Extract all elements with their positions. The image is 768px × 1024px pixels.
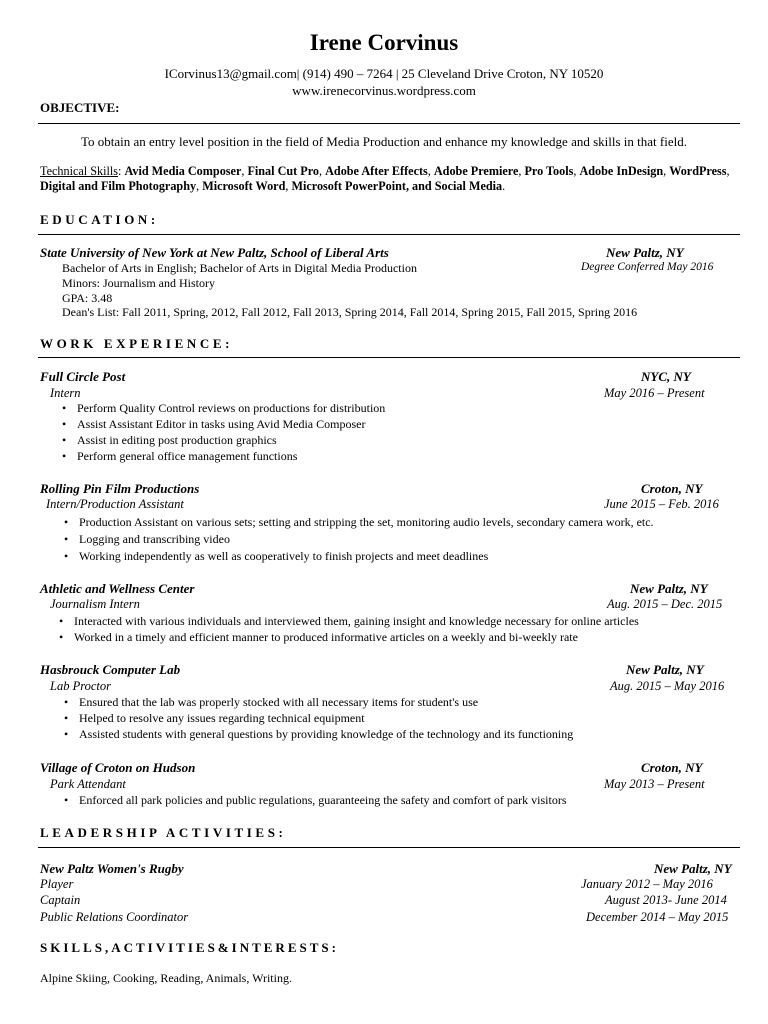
school-location: New Paltz, NY <box>606 245 684 260</box>
leadership-dates: August 2013- June 2014 <box>605 893 727 907</box>
minors-text: Minors: Journalism and History <box>62 276 215 290</box>
job-dates: May 2013 – Present <box>604 777 705 791</box>
job-dates: Aug. 2015 – May 2016 <box>610 679 725 693</box>
leadership-heading: LEADERSHIP ACTIVITIES: <box>40 825 287 840</box>
job-bullet: • Assist in editing post production graphics <box>77 433 277 448</box>
job-bullet: • Helped to resolve any issues regarding technical equipment <box>79 711 365 726</box>
job-dates: May 2016 – Present <box>604 386 705 400</box>
work-divider <box>38 357 740 358</box>
skill-item: WordPress <box>669 164 727 178</box>
job-location: NYC, NY <box>641 369 691 384</box>
job-location: New Paltz, NY <box>630 581 708 596</box>
leadership-role: Captain <box>40 893 81 907</box>
job-role: Journalism Intern <box>50 597 140 611</box>
leadership-role: Public Relations Coordinator <box>40 910 189 924</box>
work-heading: WORK EXPERIENCE: <box>40 336 234 351</box>
skills-text: Alpine Skiing, Cooking, Reading, Animals, Writing. <box>40 971 292 985</box>
job-bullet: • Perform Quality Control reviews on productions for distribution <box>77 401 385 416</box>
job-org: Full Circle Post <box>40 369 126 384</box>
job-bullet: • Logging and transcribing video <box>79 532 230 547</box>
skill-item: Digital and Film Photography <box>40 179 197 193</box>
job-bullet: • Assisted students with general questions by providing knowledge of the technology and its functioning <box>79 727 573 742</box>
skill-item: Avid Media Composer <box>124 164 242 178</box>
skill-item: Pro Tools <box>524 164 574 178</box>
job-org: Rolling Pin Film Productions <box>40 481 200 496</box>
job-bullet: • Worked in a timely and efficient manner to produced informative articles on a weekly and bi-weekly rate <box>74 630 578 645</box>
job-org: Athletic and Wellness Center <box>40 581 195 596</box>
website-link[interactable]: www.irenecorvinus.wordpress.com <box>292 83 476 98</box>
degree-conferred: Degree Conferred May 2016 <box>581 261 714 273</box>
skills-heading: SKILLS,ACTIVITIES&INTERESTS: <box>40 940 339 955</box>
skill-item: Adobe After Effects <box>325 164 428 178</box>
job-org: Village of Croton on Hudson <box>40 760 196 775</box>
leadership-dates: December 2014 – May 2015 <box>586 910 729 924</box>
leadership-divider <box>38 847 740 848</box>
job-role: Lab Proctor <box>50 679 111 693</box>
leadership-role: Player <box>40 877 74 891</box>
job-bullet: • Production Assistant on various sets; setting and stripping the set, monitoring audio levels, secondary camera work, etc. <box>79 515 654 530</box>
deans-list-text: Dean's List: Fall 2011, Spring, 2012, Fall 2012, Fall 2013, Spring 2014, Fall 2014, Spring 2015, Fall 2015, Spring 2016 <box>62 305 638 319</box>
job-bullet: • Enforced all park policies and public regulations, guaranteeing the safety and comfort of park visitors <box>79 793 567 808</box>
objective-text: To obtain an entry level position in the field of Media Production and enhance my knowledge and skills in that field. <box>81 134 687 149</box>
gpa-text: GPA: 3.48 <box>62 291 113 305</box>
job-bullet: • Interacted with various individuals and interviewed them, gaining insight and knowledge necessary for online articles <box>74 614 639 629</box>
contact-line: ICorvinus13@gmail.com| (914) 490 – 7264 | 25 Cleveland Drive Croton, NY 10520 <box>164 66 604 81</box>
skill-item: Adobe Premiere <box>433 164 519 178</box>
leadership-dates: January 2012 – May 2016 <box>581 877 713 891</box>
job-org: Hasbrouck Computer Lab <box>40 662 181 677</box>
education-heading: EDUCATION: <box>40 212 159 227</box>
education-divider <box>38 234 740 235</box>
job-bullet: • Ensured that the lab was properly stocked with all necessary items for student's use <box>79 695 478 710</box>
objective-divider <box>38 123 740 124</box>
job-dates: June 2015 – Feb. 2016 <box>604 497 719 511</box>
job-bullet: • Perform general office management functions <box>77 449 297 464</box>
job-location: Croton, NY <box>641 481 703 496</box>
technical-skills-label: Technical Skills <box>40 164 119 178</box>
applicant-name: Irene Corvinus <box>309 30 459 55</box>
degree-text: Bachelor of Arts in English; Bachelor of Arts in Digital Media Production <box>62 261 417 275</box>
job-role: Intern <box>50 386 81 400</box>
job-location: Croton, NY <box>641 760 703 775</box>
skill-item: Adobe InDesign <box>579 164 664 178</box>
technical-skills: Technical Skills: Avid Media Composer, Final Cut Pro, Adobe After Effects, Adobe Premiere, Pro Tools, Adobe InDesign, WordPress, Digital and Film Photography, Microsoft Word, Microsoft PowerPoint, and Social Media. <box>40 164 730 193</box>
job-bullet: • Working independently as well as cooperatively to finish projects and meet deadlines <box>79 549 488 564</box>
skill-item: Final Cut Pro <box>247 164 320 178</box>
skill-item: Microsoft Word <box>202 179 286 193</box>
job-dates: Aug. 2015 – Dec. 2015 <box>607 597 723 611</box>
job-location: New Paltz, NY <box>626 662 704 677</box>
leadership-org: New Paltz Women's Rugby <box>40 861 184 876</box>
school-name: State University of New York at New Paltz, School of Liberal Arts <box>40 245 389 260</box>
skill-item: Microsoft PowerPoint, and Social Media <box>291 179 503 193</box>
job-bullet: • Assist Assistant Editor in tasks using Avid Media Composer <box>77 417 365 432</box>
objective-heading: OBJECTIVE: <box>40 100 120 115</box>
job-role: Intern/Production Assistant <box>46 497 184 511</box>
leadership-location: New Paltz, NY <box>654 861 732 876</box>
job-role: Park Attendant <box>50 777 126 791</box>
